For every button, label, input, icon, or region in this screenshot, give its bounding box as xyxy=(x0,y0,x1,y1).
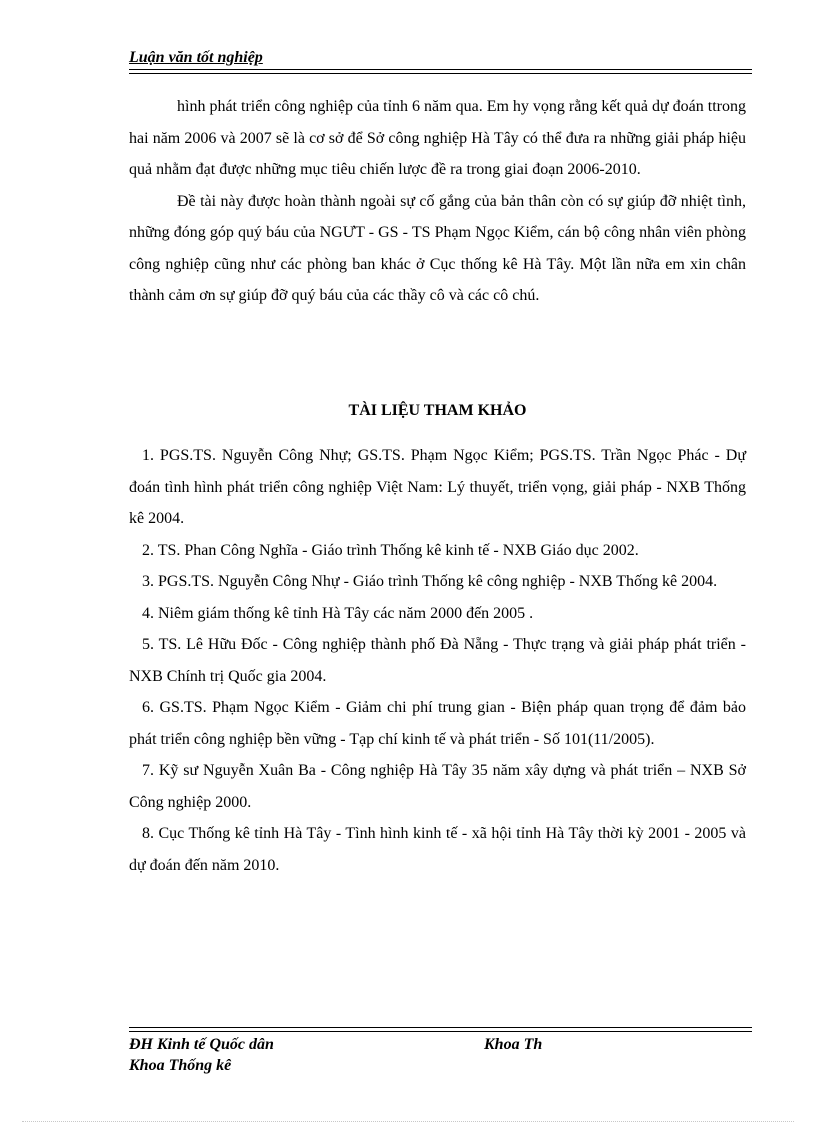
reference-item: 4. Niêm giám thống kê tỉnh Hà Tây các năm 2000 đến 2005 . xyxy=(142,604,534,622)
footer-faculty: Khoa Thống kê xyxy=(129,1057,232,1074)
footer-right: Khoa Th xyxy=(484,1036,543,1053)
footer-left xyxy=(129,1034,274,1076)
reference-item: 8. Cục Thống kê tỉnh Hà Tây - Tình hình kinh tế - xã hội tỉnh Hà Tây thời kỳ 2001 - 2005 và dự đoán đến năm 2010. xyxy=(129,825,746,874)
page-content xyxy=(129,91,746,881)
page-edge-divider xyxy=(22,1121,794,1122)
body-paragraph-2: Đề tài này được hoàn thành ngoài sự cố gắng của bản thân còn có sự giúp đỡ nhiệt tình, những đóng góp quý báu của NGƯT - GS - TS Phạm Ngọc Kiểm, cán bộ công nhân viên phòng công nghiệp cũng như các phòng ban khác ở Cục thống kê Hà Tây. Một lần nữa em xin chân thành cảm ơn sự giúp đỡ quý báu của các thầy cô và các cô chú. xyxy=(129,192,746,304)
reference-item: 7. Kỹ sư Nguyễn Xuân Ba - Công nghiệp Hà Tây 35 năm xây dựng và phát triển – NXB Sở Công nghiệp 2000. xyxy=(129,762,746,811)
references-heading: TÀI LIỆU THAM KHẢO xyxy=(348,401,527,419)
reference-item: 6. GS.TS. Phạm Ngọc Kiểm - Giảm chi phí trung gian - Biện pháp quan trọng để đảm bảo phát triển công nghiệp bền vững - Tạp chí kinh tế và phát triển - Số 101(11/2005). xyxy=(129,699,746,748)
header-rule xyxy=(129,69,752,74)
reference-list xyxy=(129,440,746,881)
reference-item: 1. PGS.TS. Nguyễn Công Nhự; GS.TS. Phạm Ngọc Kiểm; PGS.TS. Trần Ngọc Phác - Dự đoán tình hình phát triển công nghiệp Việt Nam: Lý thuyết, triển vọng, giải pháp - NXB Thống kê 2004. xyxy=(129,447,746,527)
reference-item: 3. PGS.TS. Nguyễn Công Nhự - Giáo trình Thống kê công nghiệp - NXB Thống kê 2004. xyxy=(142,573,718,590)
reference-item: 5. TS. Lê Hữu Đốc - Công nghiệp thành phố Đà Nẵng - Thực trạng và giải pháp phát triển - NXB Chính trị Quốc gia 2004. xyxy=(129,636,746,685)
footer-rule xyxy=(129,1027,752,1032)
footer-university: ĐH Kinh tế Quốc dân xyxy=(129,1036,274,1053)
reference-item: 2. TS. Phan Công Nghĩa - Giáo trình Thống kê kinh tế - NXB Giáo dục 2002. xyxy=(142,541,639,559)
running-header: Luận văn tốt nghiệp xyxy=(129,49,263,66)
body-paragraph-1: hình phát triển công nghiệp của tỉnh 6 năm qua. Em hy vọng rằng kết quả dự đoán ttrong hai năm 2006 và 2007 sẽ là cơ sở để Sở công nghiệp Hà Tây có thể đưa ra những giải pháp hiệu quả nhằm đạt được những mục tiêu chiến lược đề ra trong giai đoạn 2006-2010. xyxy=(129,98,746,178)
